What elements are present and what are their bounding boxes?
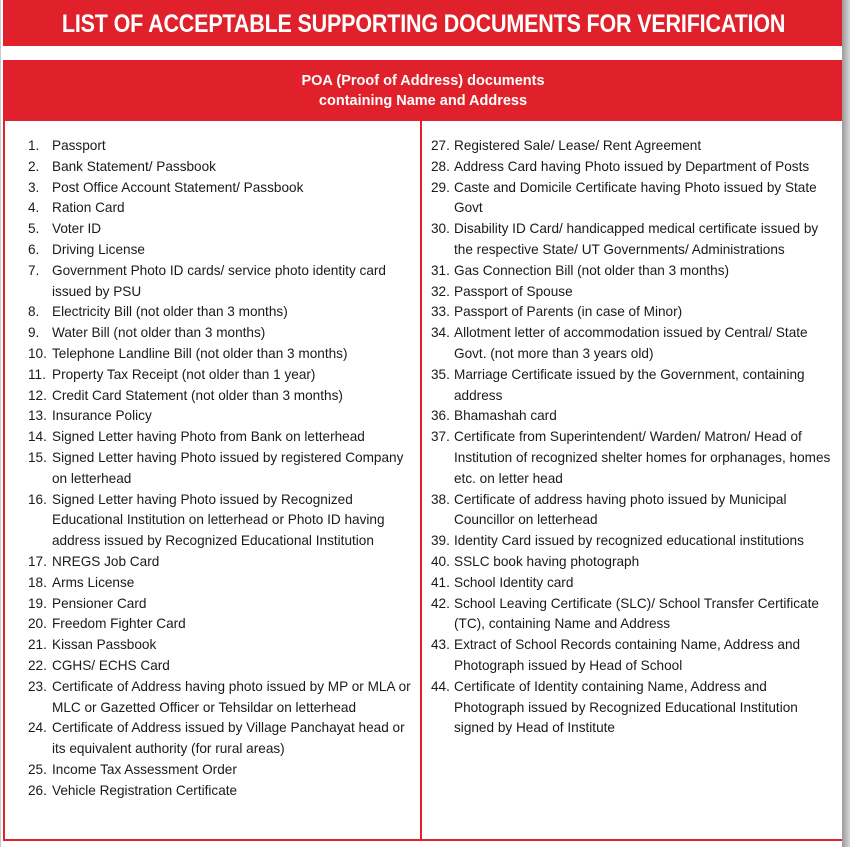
document-list-item: [28, 781, 413, 802]
right-document-list: [431, 136, 831, 739]
document-list-item: [431, 677, 831, 739]
column-divider: [420, 121, 422, 841]
item-text: Caste and Domicile Certificate having Photo issued by State Govt: [454, 179, 817, 216]
document-list-item: [28, 635, 413, 656]
item-text: Passport: [52, 138, 106, 153]
left-document-list: [28, 136, 413, 802]
item-number: 7.: [28, 262, 40, 278]
document-list-item: [431, 323, 831, 365]
document-list-item: [28, 302, 413, 323]
item-text: Marriage Certificate issued by the Government, containing address: [454, 366, 805, 403]
item-text: Certificate of Identity containing Name, Address and Photograph issued by Recognized Educational Institution signed by Head of Institute: [454, 678, 798, 736]
item-text: Bhamashah card: [454, 408, 557, 424]
item-number: 16.: [28, 491, 47, 507]
item-number: 8.: [28, 304, 40, 320]
item-number: 41.: [431, 574, 450, 590]
item-text: Post Office Account Statement/ Passbook: [52, 179, 304, 195]
document-list-item: [28, 386, 413, 407]
document-list-item: [28, 677, 413, 719]
item-number: 17.: [28, 553, 47, 569]
item-text: Insurance Policy: [52, 408, 152, 424]
item-text: Voter ID: [52, 221, 102, 237]
item-number: 40.: [431, 553, 450, 569]
document-list-item: [431, 261, 831, 282]
item-number: 26.: [28, 782, 47, 798]
item-text: Certificate of Address issued by Village Panchayat head or its equivalent authority (for rural areas): [52, 720, 405, 757]
item-number: 14.: [28, 429, 47, 445]
item-number: 29.: [431, 179, 450, 195]
item-number: 11.: [28, 366, 46, 382]
item-number: 38.: [431, 491, 450, 507]
item-text: Ration Card: [52, 200, 125, 216]
item-text: Registered Sale/ Lease/ Rent Agreement: [454, 138, 702, 153]
document-list-item: [28, 614, 413, 635]
item-text: Water Bill (not older than 3 months): [52, 325, 266, 341]
item-text: Pensioner Card: [52, 595, 147, 611]
document-list-item: [28, 573, 413, 594]
document-list-item: [431, 302, 831, 323]
document-list-item: [431, 219, 831, 261]
document-list-item: [28, 261, 413, 303]
item-number: 4.: [28, 200, 40, 216]
item-number: 5.: [28, 221, 40, 237]
item-number: 23.: [28, 678, 47, 694]
item-number: 19.: [28, 595, 47, 611]
document-list-item: [28, 760, 413, 781]
item-number: 28.: [431, 158, 450, 174]
item-text: Credit Card Statement (not older than 3 months): [52, 387, 343, 403]
document-list-item: [28, 718, 413, 760]
document-list-item: [28, 490, 413, 552]
item-text: Identity Card issued by recognized educational institutions: [454, 533, 804, 549]
item-text: Government Photo ID cards/ service photo identity card issued by PSU: [52, 262, 386, 299]
document-list-item: [431, 552, 831, 573]
item-text: Extract of School Records containing Name, Address and Photograph issued by Head of School: [454, 637, 801, 673]
item-number: 25.: [28, 761, 47, 777]
item-number: 1.: [28, 138, 40, 153]
document-list-item: [28, 656, 413, 677]
document-title-bar: [3, 0, 843, 46]
item-text: Electricity Bill (not older than 3 months): [52, 304, 288, 320]
document-list-item: [28, 552, 413, 573]
document-list-item: [28, 323, 413, 344]
document-list-item: [431, 427, 831, 489]
item-number: 24.: [28, 720, 47, 736]
item-number: 44.: [431, 678, 450, 694]
document-list-item: [431, 365, 831, 407]
item-number: 42.: [431, 595, 450, 611]
item-text: Driving License: [52, 241, 145, 257]
item-text: Disability ID Card/ handicapped medical certificate issued by the respective State/ UT Governments/ Administrations: [454, 221, 819, 257]
document-list-item: [431, 531, 831, 552]
item-text: Arms License: [52, 574, 135, 590]
item-text: Certificate from Superintendent/ Warden/ Matron/ Head of Institution of recognized shelter homes for orphanages, homes etc. on letter head: [454, 429, 831, 486]
section-heading-line1: POA (Proof of Address) documents: [301, 73, 545, 89]
item-text: CGHS/ ECHS Card: [52, 657, 170, 673]
document-list-item: [28, 344, 413, 365]
document-list-item: [28, 365, 413, 386]
document-list-item: [431, 573, 831, 594]
item-text: Certificate of address having photo issued by Municipal Councillor on letterhead: [454, 491, 787, 528]
item-text: Kissan Passbook: [52, 637, 157, 653]
item-text: Vehicle Registration Certificate: [52, 782, 238, 798]
item-number: 13.: [28, 408, 47, 424]
item-number: 9.: [28, 325, 40, 341]
item-text: Telephone Landline Bill (not older than 3 months): [52, 345, 348, 361]
section-header: [3, 60, 843, 121]
item-number: 36.: [431, 408, 450, 424]
document-list-item: [431, 157, 831, 178]
document-list-item: [28, 427, 413, 448]
document-list-item: [431, 136, 831, 157]
document-list-item: [28, 198, 413, 219]
item-number: 6.: [28, 241, 40, 257]
item-text: Signed Letter having Photo from Bank on letterhead: [52, 429, 365, 445]
item-number: 2.: [28, 158, 40, 174]
item-number: 21.: [28, 637, 47, 653]
item-text: Income Tax Assessment Order: [52, 761, 237, 777]
item-number: 34.: [431, 325, 450, 341]
item-number: 39.: [431, 533, 450, 549]
item-number: 32.: [431, 283, 450, 299]
document-list-item: [28, 219, 413, 240]
document-list-item: [28, 406, 413, 427]
item-number: 3.: [28, 179, 40, 195]
item-text: Certificate of Address having photo issued by MP or MLA or MLC or Gazetted Officer or Tehsildar on letterhead: [52, 678, 411, 715]
document-list-item: [431, 490, 831, 532]
document-list-item: [28, 594, 413, 615]
item-number: 20.: [28, 616, 47, 632]
item-text: Passport of Parents (in case of Minor): [454, 304, 683, 320]
document-list-item: [28, 448, 413, 490]
item-number: 18.: [28, 574, 47, 590]
document-list-item: [431, 406, 831, 427]
document-list-item: [28, 178, 413, 199]
item-text: Passport of Spouse: [454, 283, 573, 299]
item-text: School Leaving Certificate (SLC)/ School Transfer Certificate (TC), containing Name and Address: [454, 595, 819, 632]
item-text: SSLC book having photograph: [454, 553, 640, 569]
document-list-item: [431, 635, 831, 677]
item-number: 27.: [431, 138, 450, 153]
item-text: Signed Letter having Photo issued by Recognized Educational Institution on letterhead or Photo ID having address issued by Recognized Educational Institution: [52, 491, 385, 549]
item-number: 30.: [431, 221, 450, 237]
item-text: NREGS Job Card: [52, 553, 160, 569]
item-text: Gas Connection Bill (not older than 3 months): [454, 262, 730, 278]
item-text: Bank Statement/ Passbook: [52, 158, 216, 174]
item-number: 31.: [431, 262, 450, 278]
section-heading-line2: containing Name and Address: [318, 93, 528, 109]
item-number: 15.: [28, 449, 47, 465]
viewer-edge: [842, 0, 850, 847]
item-number: 43.: [431, 637, 450, 653]
item-number: 35.: [431, 366, 450, 382]
item-number: 10.: [28, 345, 47, 361]
item-number: 22.: [28, 657, 47, 673]
item-text: Address Card having Photo issued by Department of Posts: [454, 158, 810, 174]
item-number: 12.: [28, 387, 47, 403]
document-list-item: [28, 136, 413, 157]
item-text: Allotment letter of accommodation issued by Central/ State Govt. (not more than 3 years old): [454, 325, 808, 361]
document-list-item: [28, 240, 413, 261]
document-title: LIST OF ACCEPTABLE SUPPORTING DOCUMENTS FOR VERIFICATION: [61, 10, 786, 38]
document-list-item: [431, 178, 831, 220]
item-text: Property Tax Receipt (not older than 1 year): [52, 366, 316, 382]
document-list-item: [431, 282, 831, 303]
item-text: Signed Letter having Photo issued by registered Company on letterhead: [52, 449, 404, 486]
item-number: 33.: [431, 304, 450, 320]
document-list-item: [28, 157, 413, 178]
document-list-item: [431, 594, 831, 636]
item-text: Freedom Fighter Card: [52, 616, 186, 632]
item-number: 37.: [431, 429, 450, 445]
item-text: School Identity card: [454, 574, 574, 590]
